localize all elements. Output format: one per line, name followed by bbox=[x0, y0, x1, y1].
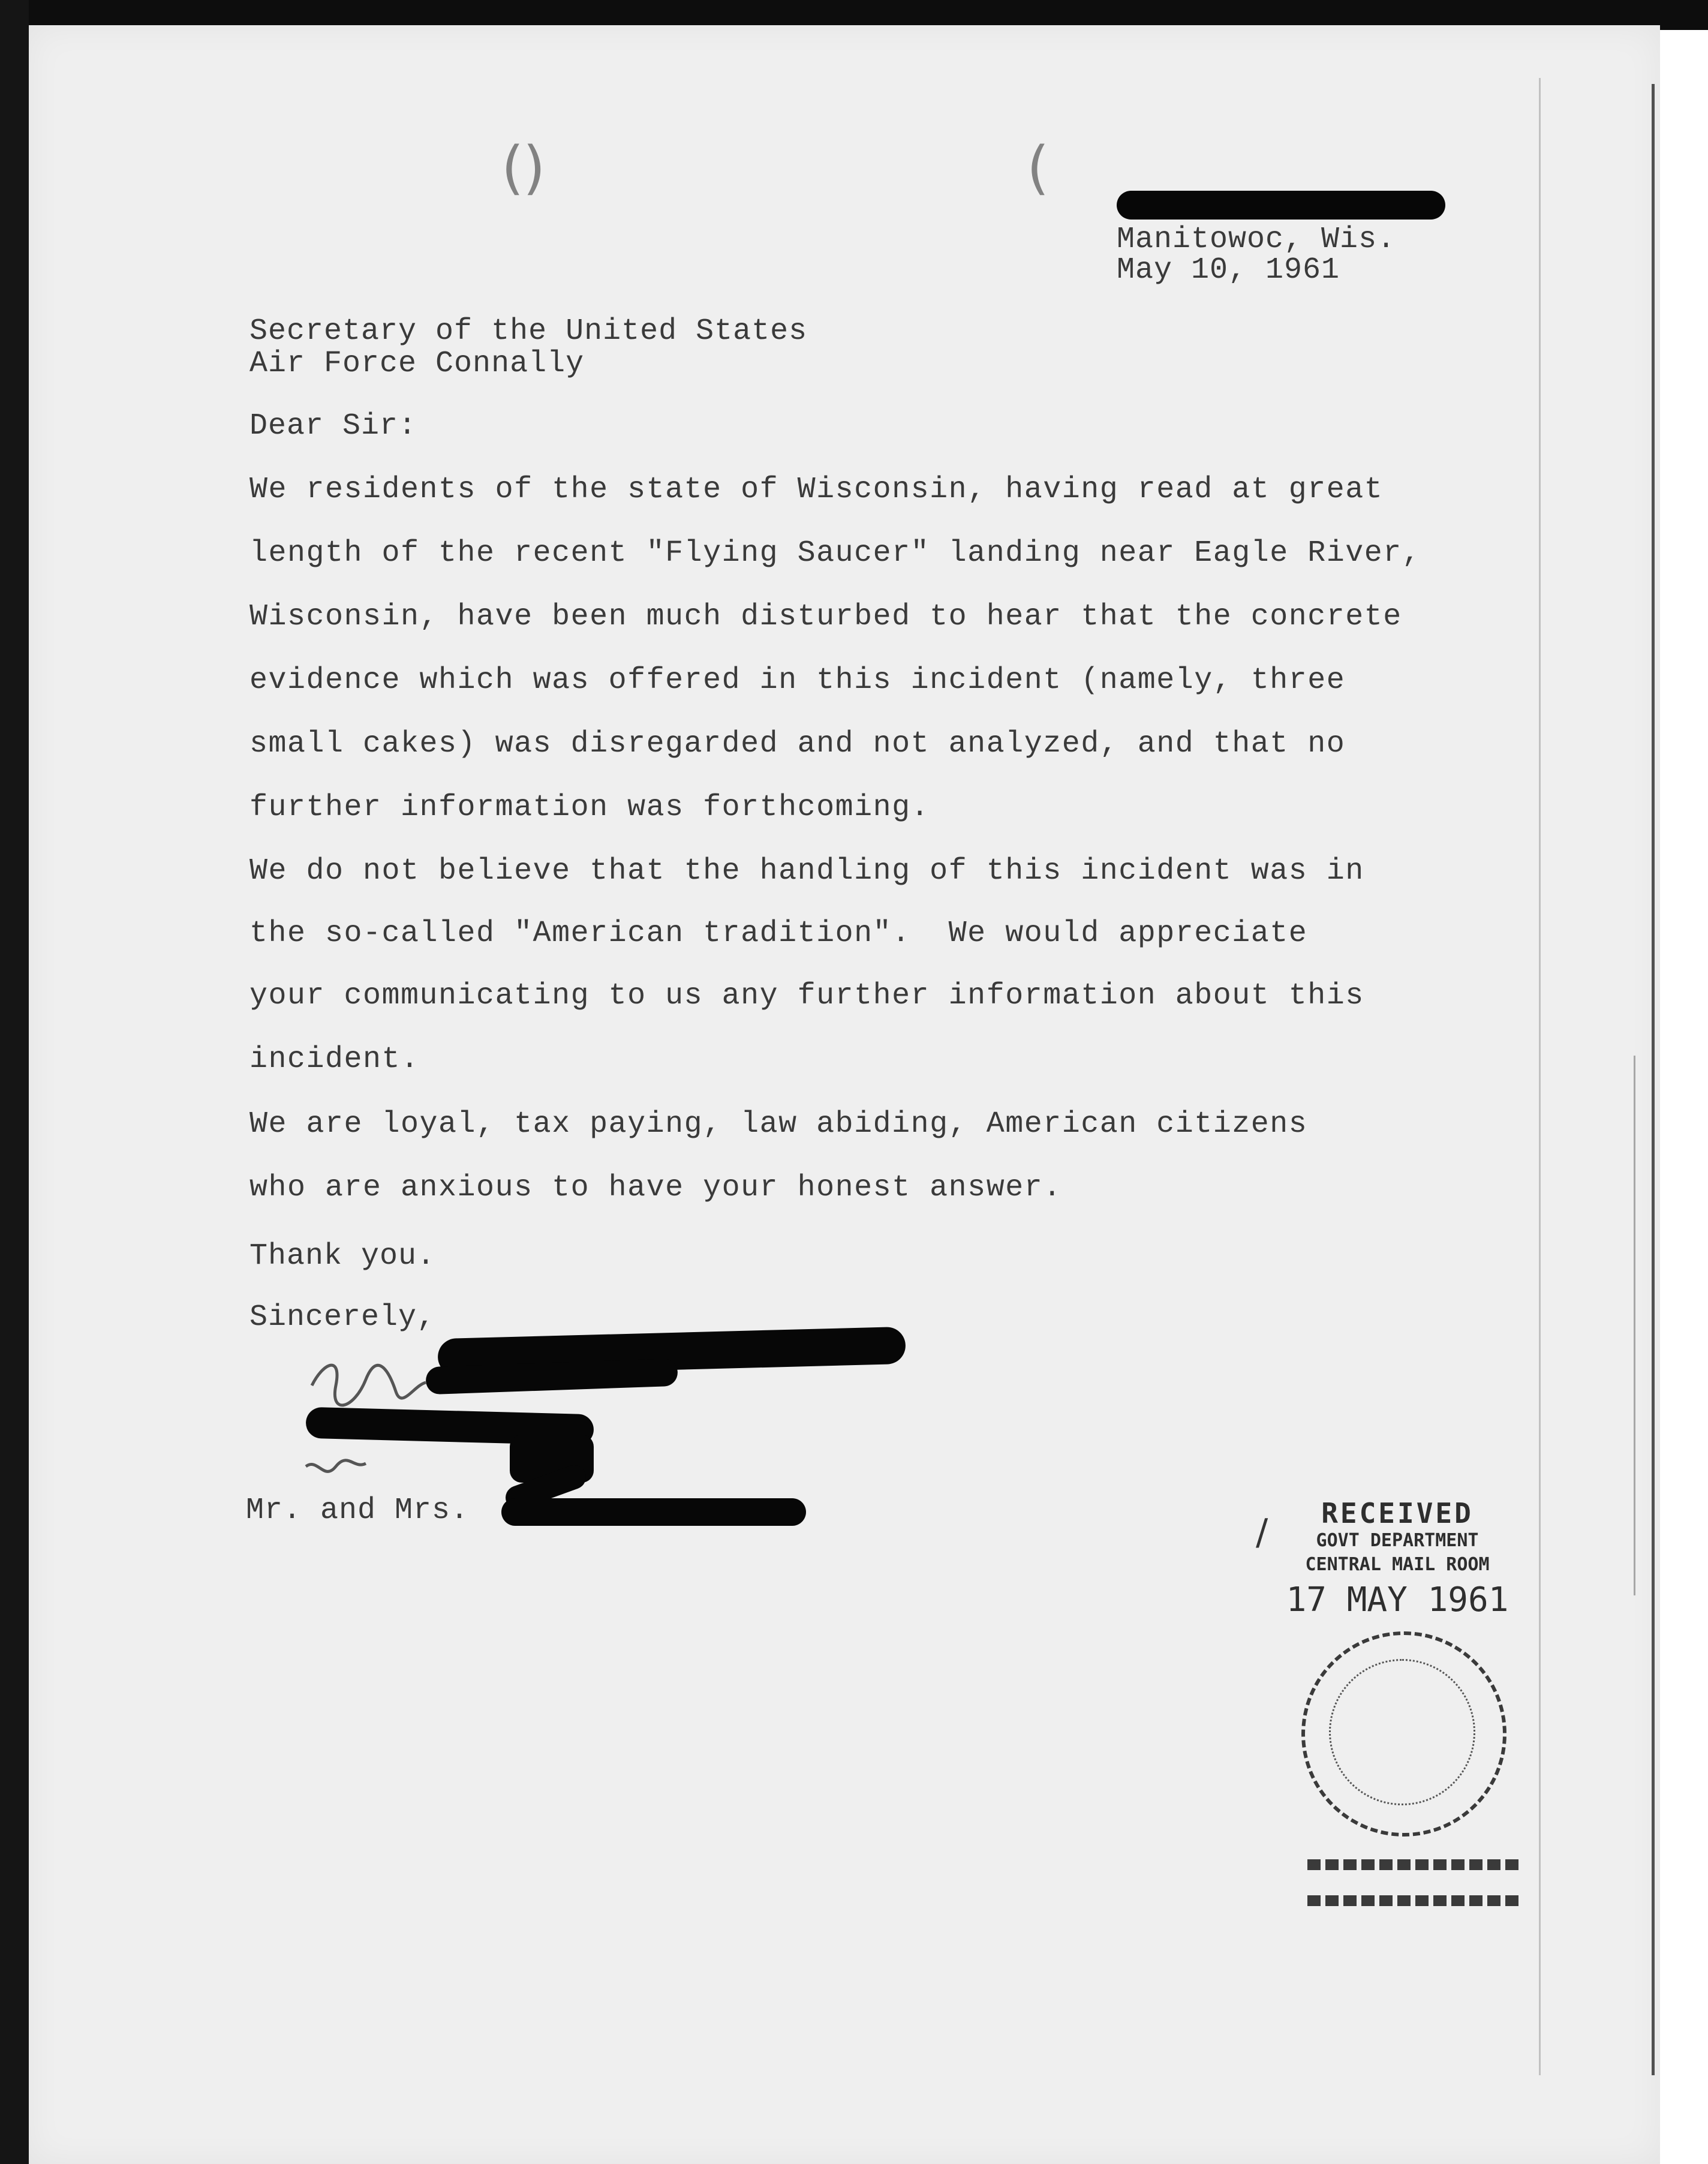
body-line: the so-called "American tradition". We would appreciate bbox=[249, 916, 1308, 951]
punch-hole-mark: ( bbox=[501, 134, 524, 202]
recipient-line-1: Secretary of the United States bbox=[249, 314, 808, 348]
redacted-names bbox=[501, 1498, 806, 1526]
redacted-address bbox=[1117, 191, 1445, 220]
closing-signoff: Sincerely, bbox=[249, 1300, 436, 1335]
check-mark: / bbox=[1256, 1511, 1268, 1553]
body-line: length of the recent "Flying Saucer" landing near Eagle River, bbox=[249, 536, 1421, 570]
stamp-date: 17 MAY 1961 bbox=[1286, 1580, 1509, 1619]
punch-hole-mark: ) bbox=[523, 134, 546, 202]
body-line: your communicating to us any further information about this bbox=[249, 979, 1364, 1013]
stamp-department: GOVT DEPARTMENT bbox=[1316, 1530, 1479, 1551]
body-line: further information was forthcoming. bbox=[249, 791, 930, 825]
punch-hole-mark: ( bbox=[1027, 134, 1050, 202]
body-line: Wisconsin, have been much disturbed to hear that the concrete bbox=[249, 600, 1402, 634]
received-stamp bbox=[1259, 1499, 1535, 1919]
body-line: We residents of the state of Wisconsin, having read at great bbox=[249, 473, 1384, 507]
postal-seal bbox=[1301, 1631, 1506, 1837]
salutation: Dear Sir: bbox=[249, 409, 417, 443]
postal-seal-inner-ring bbox=[1329, 1659, 1475, 1805]
body-line: We are loyal, tax paying, law abiding, American citizens bbox=[249, 1107, 1308, 1141]
stamp-mail-room: CENTRAL MAIL ROOM bbox=[1305, 1554, 1490, 1575]
stamp-received: RECEIVED bbox=[1321, 1497, 1474, 1529]
body-line: We do not believe that the handling of this incident was in bbox=[249, 854, 1364, 888]
city-line: Manitowoc, Wis. bbox=[1117, 223, 1396, 257]
body-line: evidence which was offered in this incident (namely, three bbox=[249, 663, 1346, 698]
routing-marks bbox=[1307, 1895, 1523, 1906]
scan-left-edge bbox=[0, 0, 29, 2164]
body-line: incident. bbox=[249, 1042, 420, 1077]
routing-marks bbox=[1307, 1859, 1523, 1870]
recipient-line-2: Air Force Connally bbox=[249, 347, 585, 381]
typed-names-prefix: Mr. and Mrs. bbox=[246, 1493, 470, 1528]
closing-thanks: Thank you. bbox=[249, 1239, 436, 1273]
date-line: May 10, 1961 bbox=[1117, 253, 1340, 287]
page-edge-rule-secondary bbox=[1634, 1056, 1635, 1595]
page-edge-rule bbox=[1652, 84, 1655, 2075]
fold-line bbox=[1539, 78, 1541, 2075]
body-line: who are anxious to have your honest answer. bbox=[249, 1171, 1062, 1205]
body-line: small cakes) was disregarded and not analyzed, and that no bbox=[249, 727, 1346, 761]
